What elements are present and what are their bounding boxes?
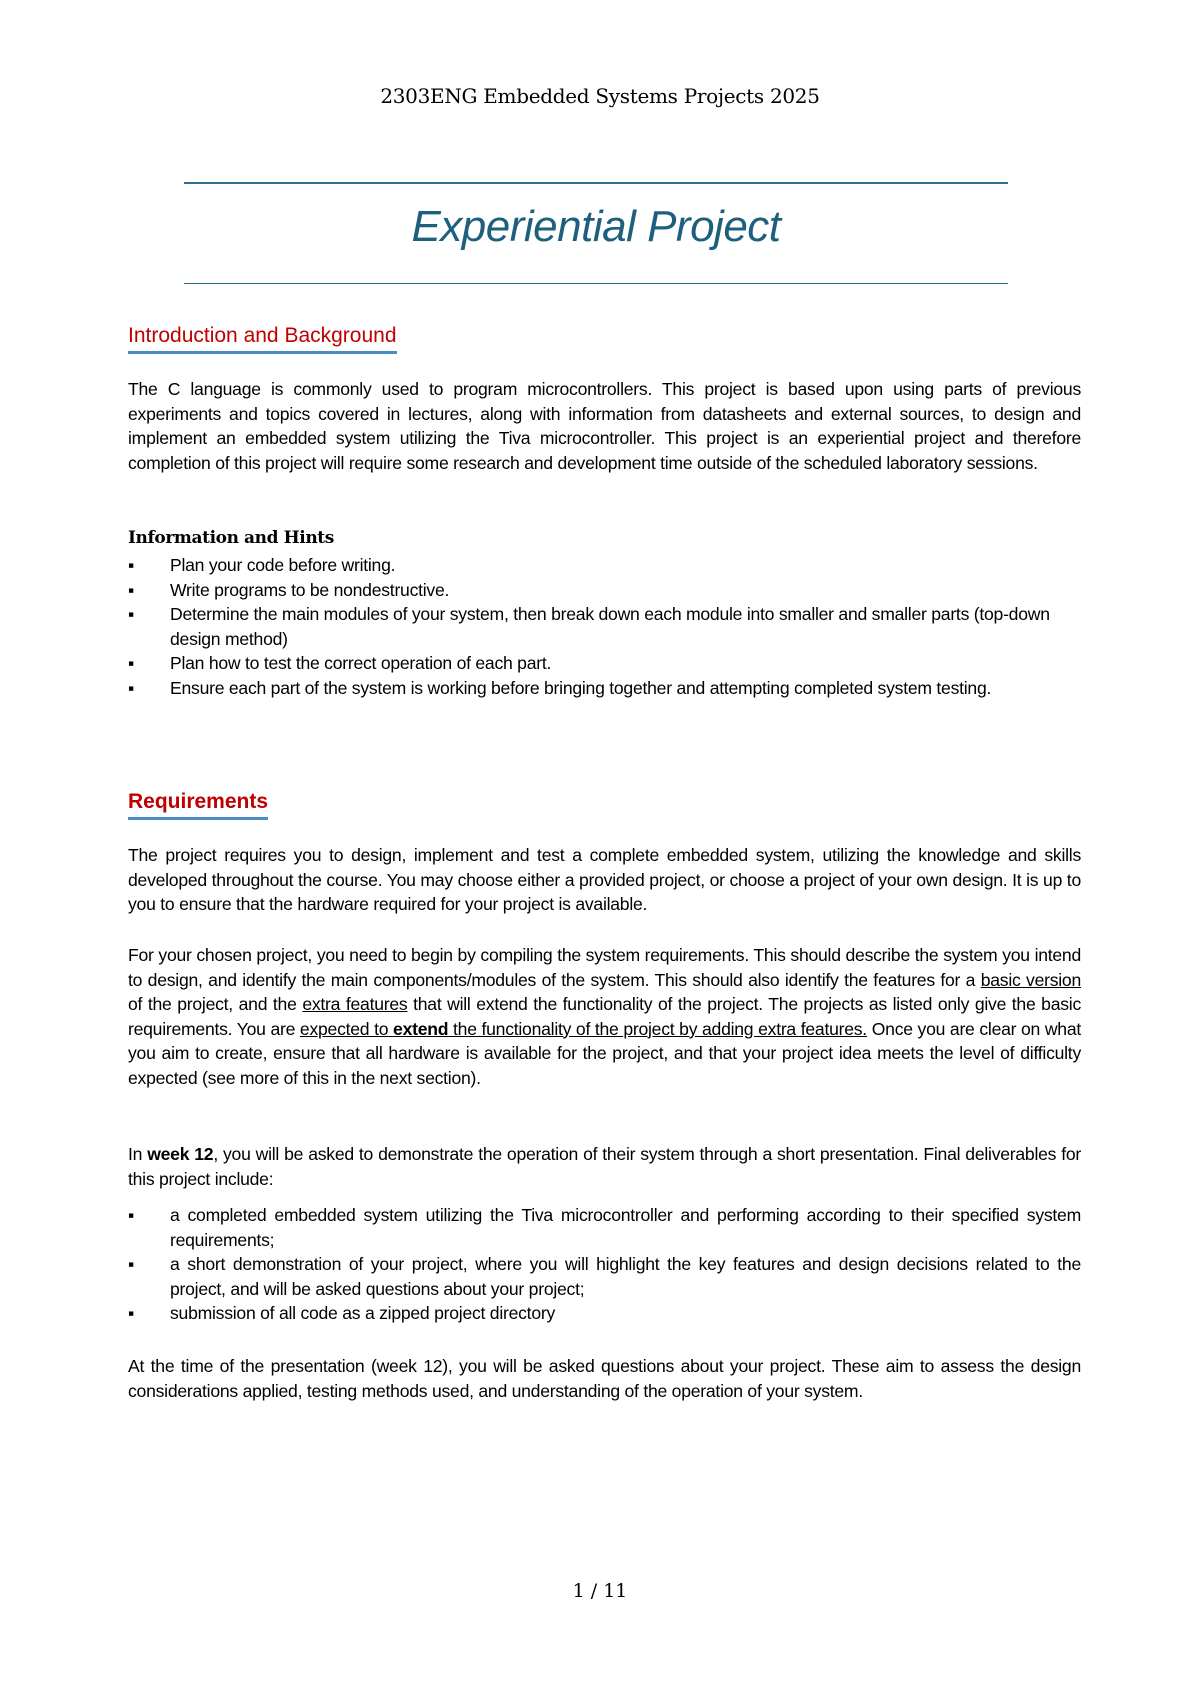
hints-heading: Information and Hints <box>128 528 334 548</box>
bullet-icon: ▪ <box>128 1254 134 1274</box>
expected-extend-text: expected to extend the functionality of the project by adding extra features. <box>299 1018 867 1039</box>
title-rule-top <box>184 182 1008 184</box>
hints-list <box>128 553 1081 700</box>
list-item: ▪ Write programs to be nondestructive. <box>128 578 1081 603</box>
list-item: ▪ a completed embedded system utilizing the Tiva microcontroller and performing according to their specified system requirements; <box>128 1205 1081 1250</box>
extra-features-text: extra features <box>302 994 408 1014</box>
requirements-heading: Requirements <box>128 790 268 820</box>
bullet-icon: ▪ <box>128 579 134 600</box>
bullet-icon: ▪ <box>128 555 134 575</box>
page-number: 1 / 11 <box>572 1580 628 1602</box>
document-title: Experiential Project <box>411 202 781 251</box>
title-rule-bottom <box>184 283 1008 284</box>
bullet-icon: ▪ <box>128 604 134 624</box>
bullet-icon: ▪ <box>128 677 134 698</box>
requirements-paragraph-3: In week 12, you will be asked to demonstrate the operation of their system through a short presentation. Final deliverables for this project include: <box>128 1144 1081 1189</box>
list-item: ▪ Plan how to test the correct operation of each part. <box>128 651 1081 676</box>
requirements-paragraph-1: The project requires you to design, implement and test a complete embedded system, utilizing the knowledge and skills developed throughout the course. You may choose either a provided project, or choose a project of your own design. It is up to you to ensure that the hardware required for your project is available. <box>128 845 1081 914</box>
list-item: ▪ submission of all code as a zipped project directory <box>128 1301 1081 1326</box>
requirements-paragraph-2: For your chosen project, you need to begin by compiling the system requirements. This should describe the system you intend to design, and identify the main components/modules of the system. This should also identify the features for a basic version of the project, and the extra features that will extend the functionality of the project. The projects as listed only give the basic requirements. You are expected to extend the functionality of the project by adding extra features. Once you are clear on what you aim to create, ensure that all hardware is available for the project, and that your project idea meets the level of difficulty expected (see more of this in the next section). <box>128 945 1082 1088</box>
list-item: ▪ Ensure each part of the system is working before bringing together and attempting completed system testing. <box>128 676 1081 701</box>
bullet-icon: ▪ <box>128 1303 134 1323</box>
deliverables-list <box>128 1203 1081 1326</box>
intro-heading: Introduction and Background <box>128 324 397 354</box>
bullet-icon: ▪ <box>128 1205 134 1225</box>
list-item: ▪ Determine the main modules of your system, then break down each module into smaller and smaller parts (top-down design method) <box>128 604 1050 649</box>
basic-version-link: basic version <box>980 969 1081 990</box>
intro-paragraph: The C language is commonly used to program microcontrollers. This project is based upon using parts of previous experiments and topics covered in lectures, along with information from datasheets and external sources, to design and implement an embedded system utilizing the Tiva microcontroller. This project is an experiential project and therefore completion of this project will require some research and development time outside of the scheduled laboratory sessions. <box>128 379 1081 473</box>
list-item: ▪ a short demonstration of your project, where you will highlight the key features and design decisions related to the project, and will be asked questions about your project; <box>128 1254 1081 1299</box>
list-item: ▪ Plan your code before writing. <box>128 553 1081 578</box>
running-header: 2303ENG Embedded Systems Projects 2025 <box>380 84 820 108</box>
requirements-paragraph-4: At the time of the presentation (week 12), you will be asked questions about your project. These aim to assess the design considerations applied, testing methods used, and understanding of the operation of your system. <box>128 1356 1081 1401</box>
bullet-icon: ▪ <box>128 653 134 673</box>
